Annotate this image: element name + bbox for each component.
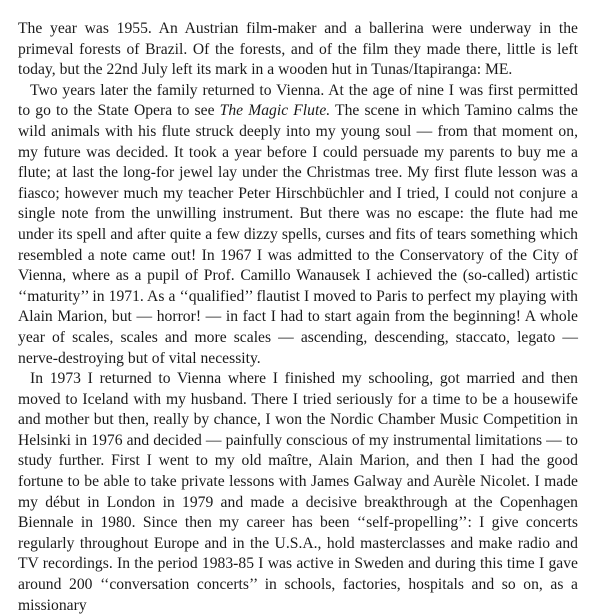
paragraph-1955-text: The year was 1955. An Austrian film-maker and a ballerina were underway in the primeval forests of Brazil. Of the forests, and of the film they made there, little is left today, but the 22nd July left its mark in a wooden hut in Tunas/Itapiranga: ME. <box>18 20 578 79</box>
paragraph-1955 <box>18 19 578 81</box>
paragraph-vienna-childhood <box>18 81 578 369</box>
paragraph-1973-career <box>18 369 578 616</box>
magic-flute-title: The Magic Flute. <box>219 102 331 120</box>
paragraph-vienna-text-before: Two years later the family returned to Vienna. At the age of nine I was first permitted to go to the State Opera to see <box>18 81 578 120</box>
document-page <box>18 19 578 616</box>
paragraph-1973-text: In 1973 I returned to Vienna where I finished my schooling, got married and then moved to Iceland with my husband. There I tried seriously for a time to be a housewife and mother but then, really by chance, I won the Nordic Chamber Music Competition in Helsinki in 1976 and decided — painfully conscious of my instrumental limitations — to study further. First I went to my old maître, Alain Marion, and then I had the good fortune to be able to take private lessons with James Galway and Aurèle Nicolet. I made my début in London in 1979 and made a decisive breakthrough at the Copenhagen Biennale in 1980. Since then my career has been ‘‘self-propelling’’: I give concerts regularly throughout Europe and in the U.S.A., hold masterclasses and make radio and TV recordings. In the period 1983-85 I was active in Sweden and during this time I gave around 200 ‘‘conversation concerts’’ in schools, factories, hospitals and so on, as a missionary <box>18 370 578 614</box>
paragraph-vienna-text-after: The scene in which Tamino calms the wild animals with his flute struck deeply into my young soul — from that moment on, my future was decided. It took a year before I could persuade my parents to buy me a flute; at last the long-for jewel lay under the Christmas tree. My first flute lesson was a fiasco; however much my teacher Peter Hirschbüchler and I tried, I could not conjure a single note from the unwilling instrument. But there was no escape: the flute had me under its spell and after quite a few dizzy spells, curses and fits of tears something which resembled a note came out! In 1967 I was admitted to the Conservatory of the City of Vienna, where as a pupil of Prof. Camillo Wanausek I achieved the (so-called) artistic ‘‘maturity’’ in 1971. As a ‘‘qualified’’ flautist I moved to Paris to perfect my playing with Alain Marion, but — horror! — in fact I had to start again from the beginning! A whole year of scales, scales and more scales — ascending, descending, staccato, legato — nerve-destroying but of vital necessity. <box>18 102 578 367</box>
